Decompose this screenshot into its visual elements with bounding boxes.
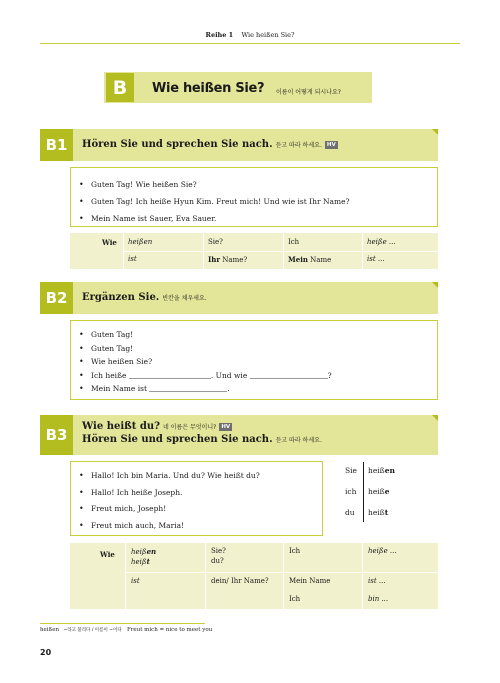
b1-hv-badge: HV bbox=[326, 142, 336, 148]
b3-title2-text: Hören Sie und sprechen Sie nach. bbox=[82, 434, 273, 445]
b3-table-label: Wie bbox=[100, 550, 115, 559]
b2-title-text: Ergänzen Sie. bbox=[82, 292, 160, 303]
header-title: Wie heißen Sie? bbox=[241, 31, 295, 39]
conj-pronoun: Sie bbox=[345, 466, 357, 475]
banner-letter: B bbox=[106, 73, 134, 102]
table-cell bbox=[288, 255, 331, 264]
list-item: • Mein Name ist Sauer, Eva Sauer. bbox=[79, 210, 350, 227]
table-cell: Ich bbox=[289, 595, 301, 603]
footnote-gloss: ~라고 불리다 / 이름이 ~이다 bbox=[62, 628, 122, 633]
conj-stem: heiß bbox=[368, 487, 385, 496]
conj-divider bbox=[363, 462, 364, 522]
table-cell: ist bbox=[128, 255, 137, 263]
list-item: • Guten Tag! Wie heißen Sie? bbox=[79, 176, 350, 193]
table-cell: Sie? bbox=[208, 238, 223, 246]
stem: heiß bbox=[131, 548, 147, 556]
b2-korean: 빈칸을 채우세요. bbox=[162, 295, 207, 302]
conj-verb bbox=[368, 487, 389, 496]
b2-corner bbox=[432, 282, 438, 288]
list-item bbox=[79, 369, 332, 383]
page-number: 20 bbox=[40, 648, 52, 657]
conj-pronoun: du bbox=[345, 508, 355, 517]
list-item: • Guten Tag! bbox=[79, 328, 332, 342]
table-cell bbox=[131, 547, 156, 556]
text: ? bbox=[327, 370, 332, 380]
header-reihe: Reihe 1 bbox=[205, 31, 234, 39]
b3-hv-badge: HV bbox=[221, 424, 231, 430]
table-cell: Ich bbox=[288, 238, 300, 246]
conj-verb bbox=[368, 466, 395, 475]
list-item bbox=[79, 382, 332, 396]
table-cell bbox=[131, 557, 150, 566]
table-cell: ist bbox=[131, 577, 140, 585]
header-rule bbox=[40, 43, 460, 44]
b1-dialog-list bbox=[79, 176, 350, 227]
list-item: • Wie heißen Sie? bbox=[79, 355, 332, 369]
table-cell-rest: Name bbox=[307, 256, 332, 264]
text: Ich heiße bbox=[91, 370, 127, 380]
text: Mein Name ist bbox=[91, 384, 147, 393]
ending: en bbox=[146, 547, 157, 556]
b1-title bbox=[82, 139, 338, 150]
table-cell: Sie? bbox=[211, 547, 226, 555]
table-divider bbox=[362, 543, 363, 609]
text: . Und wie bbox=[210, 370, 248, 380]
b3-corner bbox=[432, 415, 438, 421]
b1-table-label: Wie bbox=[102, 238, 117, 247]
banner-korean: 이름이 어떻게 되시나요? bbox=[276, 89, 341, 96]
banner-title: Wie heißen Sie? bbox=[152, 81, 265, 96]
b2-exercise-list bbox=[79, 328, 332, 396]
list-item: • Freut mich auch, Maria! bbox=[79, 518, 260, 535]
table-cell: heiße ... bbox=[368, 547, 397, 555]
table-divider bbox=[125, 543, 126, 609]
table-cell-bold: Mein bbox=[288, 255, 308, 264]
conj-ending: e bbox=[384, 487, 390, 496]
footnote-phrase: Freut mich = nice to meet you bbox=[126, 627, 213, 633]
table-cell: dein/ Ihr Name? bbox=[211, 577, 269, 585]
list-item: • Hallo! Ich heiße Joseph. bbox=[79, 485, 260, 502]
conj-stem: heiß bbox=[368, 466, 385, 475]
list-item: • Guten Tag! bbox=[79, 342, 332, 356]
table-cell: heißen bbox=[128, 238, 153, 246]
ending: t bbox=[146, 557, 150, 566]
b3-title-1 bbox=[82, 421, 232, 432]
table-cell-bold: Ihr bbox=[208, 255, 221, 264]
footnote-rule bbox=[40, 623, 205, 624]
table-cell: Mein Name bbox=[289, 577, 331, 585]
table-cell-rest: Name? bbox=[220, 256, 248, 264]
conj-verb bbox=[368, 508, 388, 517]
b2-tab: B2 bbox=[40, 282, 73, 314]
b3-dialog-list bbox=[79, 468, 260, 534]
b3-tab: B3 bbox=[40, 415, 73, 455]
table-cell: du? bbox=[211, 557, 224, 565]
stem: heiß bbox=[131, 558, 147, 566]
b3-korean-2: 듣고 따라 하세요. bbox=[275, 437, 322, 444]
conj-ending: en bbox=[384, 466, 395, 475]
list-item: • Hallo! Ich bin Maria. Und du? Wie heißt du? bbox=[79, 468, 260, 485]
table-divider bbox=[123, 251, 438, 252]
footnote bbox=[40, 627, 212, 633]
b1-tab: B1 bbox=[40, 129, 73, 161]
text: . bbox=[227, 384, 230, 393]
running-header bbox=[0, 31, 500, 39]
b3-title1-text: Wie heißt du? bbox=[82, 421, 160, 432]
table-cell: ist ... bbox=[367, 255, 385, 263]
footnote-word: heißen bbox=[40, 627, 60, 633]
table-cell: heiße ... bbox=[367, 238, 396, 246]
table-divider bbox=[283, 543, 284, 609]
b1-title-text: Hören Sie und sprechen Sie nach. bbox=[82, 139, 273, 150]
table-divider bbox=[205, 543, 206, 609]
table-cell: ist ... bbox=[368, 577, 386, 585]
table-cell: Ich bbox=[289, 547, 301, 555]
table-cell bbox=[208, 255, 247, 264]
conj-pronoun: ich bbox=[345, 487, 357, 496]
blank-field-surname[interactable] bbox=[149, 384, 230, 393]
list-item: • Guten Tag! Ich heiße Hyun Kim. Freut mich! Und wie ist Ihr Name? bbox=[79, 193, 350, 210]
conj-ending: t bbox=[384, 508, 389, 517]
conj-stem: heiß bbox=[368, 508, 385, 517]
b3-korean-1: 네 이름은 무엇이니? bbox=[162, 424, 217, 431]
b3-title-2 bbox=[82, 434, 322, 445]
b2-title bbox=[82, 292, 207, 303]
b1-korean: 듣고 따라 하세요. bbox=[275, 142, 322, 149]
b1-corner bbox=[432, 129, 438, 135]
list-item: • Freut mich, Joseph! bbox=[79, 501, 260, 518]
blank-field-name[interactable] bbox=[129, 372, 211, 379]
table-divider bbox=[125, 572, 438, 573]
table-cell: bin ... bbox=[368, 595, 389, 603]
blank-field-question[interactable] bbox=[250, 372, 328, 379]
